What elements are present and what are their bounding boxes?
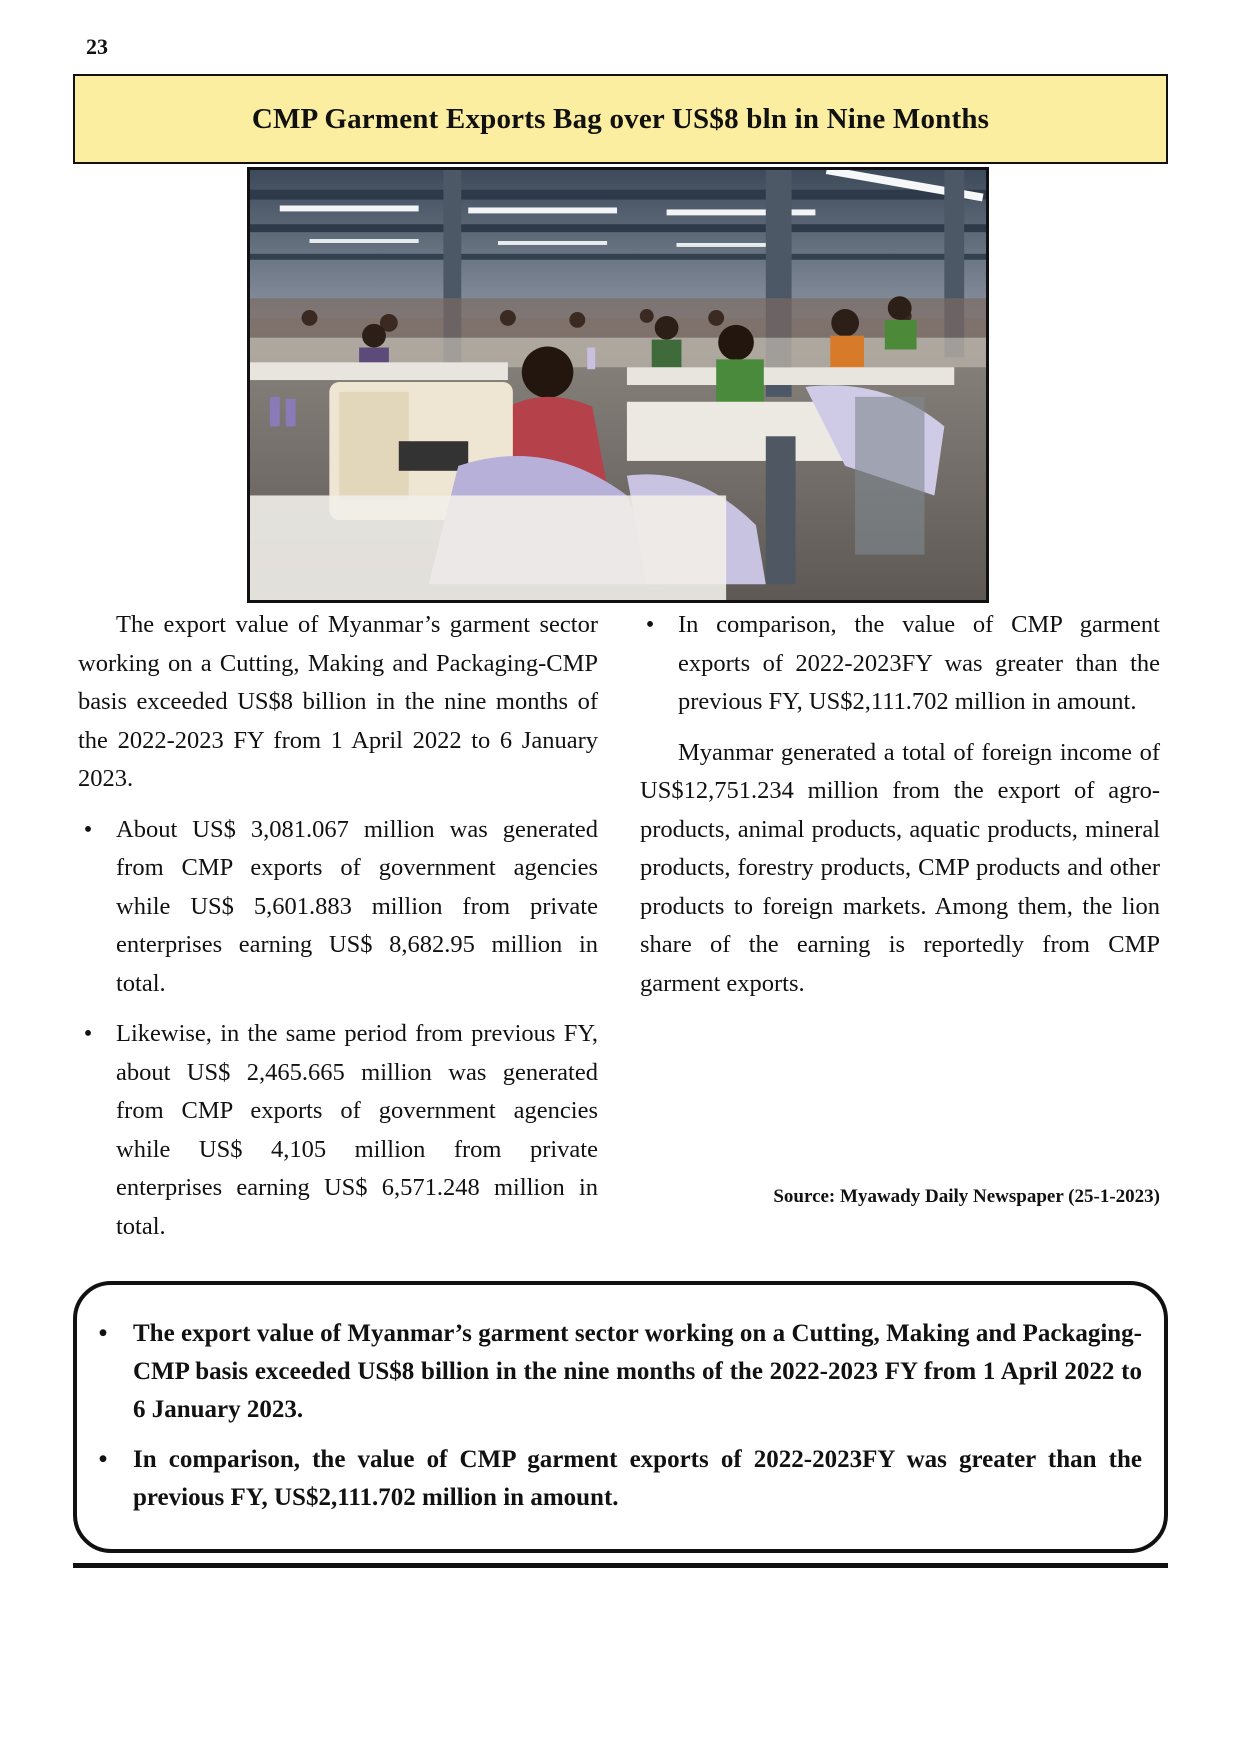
garment-factory-photo xyxy=(247,167,989,603)
intro-paragraph: The export value of Myanmar’s garment sector working on a Cutting, Making and Packaging-CMP basis exceeded US$8 billion in the nine months of the 2022-2023 FY from 1 April 2022 to 6 January 2023. xyxy=(78,611,598,792)
list-item xyxy=(78,1015,598,1246)
summary-item-text: In comparison, the value of CMP garment exports of 2022-2023FY was greater than the previous FY, US$2,111.702 million in amount. xyxy=(133,1446,1142,1511)
bullet-icon: • xyxy=(98,1320,108,1347)
list-item xyxy=(640,606,1160,722)
article-right-column xyxy=(640,606,1160,1003)
bullet-icon: • xyxy=(645,611,655,638)
source-citation: Source: Myawady Daily Newspaper (25-1-2023) xyxy=(773,1186,1160,1207)
list-item-text: About US$ 3,081.067 million was generated from CMP exports of government agencies while US$ 5,601.883 million from private enterprises earning US$ 8,682.95 million in total. xyxy=(116,815,598,997)
page-title: CMP Garment Exports Bag over US$8 bln in Nine Months xyxy=(251,102,990,135)
foreign-income-paragraph: Myanmar generated a total of foreign income of US$12,751.234 million from the export of agro-products, animal products, aquatic products, mineral products, forestry products, CMP products and other products to foreign markets. Among them, the lion share of the earning is reportedly from CMP garment exports. xyxy=(640,738,1160,997)
list-item-text: In comparison, the value of CMP garment exports of 2022-2023FY was greater than the previous FY, US$2,111.702 million in amount. xyxy=(678,611,1160,715)
article-left-column xyxy=(78,606,598,1258)
list-item xyxy=(78,811,598,1004)
bullet-icon: • xyxy=(98,1446,108,1473)
factory-illustration xyxy=(250,170,986,600)
summary-item-text: The export value of Myanmar’s garment sector working on a Cutting, Making and Packaging-CMP basis exceeded US$8 billion in the nine months of the 2022-2023 FY from 1 April 2022 to 6 January 2023. xyxy=(133,1320,1142,1423)
summary-item xyxy=(93,1315,1142,1429)
summary-box xyxy=(73,1281,1168,1553)
summary-item xyxy=(93,1441,1142,1517)
list-item-text: Likewise, in the same period from previous FY, about US$ 2,465.665 million was generated from CMP exports of government agencies while US$ 4,105 million from private enterprises earning US$ 6,571.248 million in total. xyxy=(116,1020,598,1240)
left-bullet-list xyxy=(78,811,598,1247)
title-box xyxy=(73,74,1168,164)
page-number: 23 xyxy=(86,34,108,59)
summary-list xyxy=(93,1315,1142,1517)
bottom-divider xyxy=(73,1563,1168,1568)
right-bullet-list xyxy=(640,606,1160,722)
bullet-icon: • xyxy=(83,1020,93,1047)
bullet-icon: • xyxy=(83,815,93,843)
